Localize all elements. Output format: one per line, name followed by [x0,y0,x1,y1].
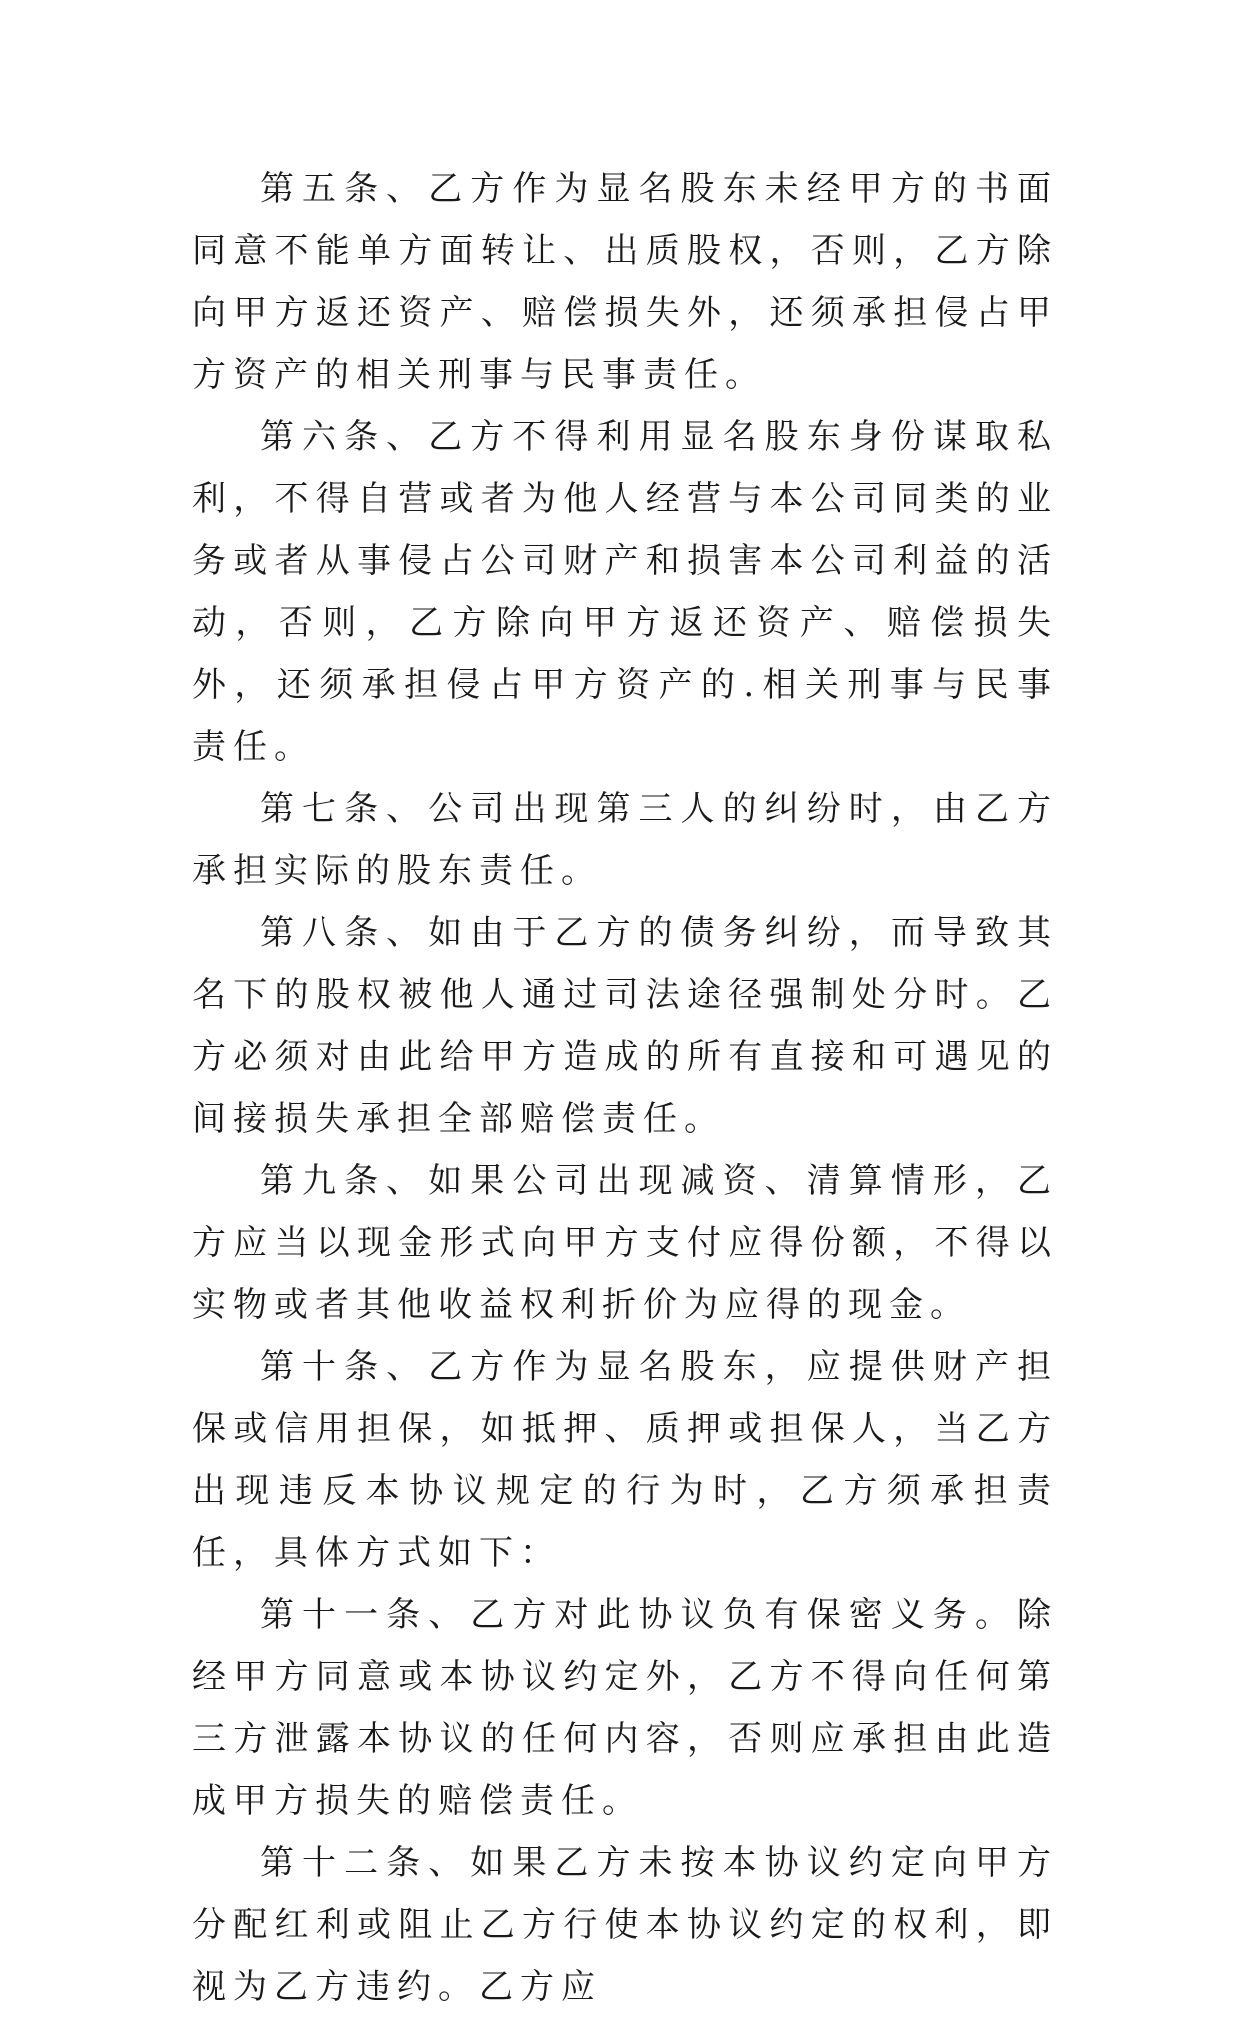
article-5-paragraph: 第五条、乙方作为显名股东未经甲方的书面同意不能单方面转让、出质股权，否则，乙方除向甲方返还资产、赔偿损失外，还须承担侵占甲方资产的相关刑事与民事责任。 [192,169,1058,395]
article-9-paragraph: 第九条、如果公司出现减资、清算情形，乙方应当以现金形式向甲方支付应得份额，不得以实物或者其他收益权利折价为应得的现金。 [192,1161,1058,1325]
article-6-paragraph: 第六条、乙方不得利用显名股东身份谋取私利，不得自营或者为他人经营与本公司同类的业务或者从事侵占公司财产和损害本公司利益的活动，否则，乙方除向甲方返还资产、赔偿损失外，还须承担侵占甲方资产的.相关刑事与民事责任。 [192,417,1058,767]
document-body [192,158,1058,2018]
article-12-paragraph: 第十二条、如果乙方未按本协议约定向甲方分配红利或阻止乙方行使本协议约定的权利，即视为乙方违约。乙方应 [192,1843,1058,2007]
article-10-paragraph: 第十条、乙方作为显名股东，应提供财产担保或信用担保，如抵押、质押或担保人，当乙方出现违反本协议规定的行为时，乙方须承担责任，具体方式如下： [192,1347,1058,1573]
article-7-paragraph: 第七条、公司出现第三人的纠纷时，由乙方承担实际的股东责任。 [192,789,1058,891]
article-8-paragraph: 第八条、如由于乙方的债务纠纷，而导致其名下的股权被他人通过司法途径强制处分时。乙方必须对由此给甲方造成的所有直接和可遇见的间接损失承担全部赔偿责任。 [192,913,1058,1139]
article-11-paragraph: 第十一条、乙方对此协议负有保密义务。除经甲方同意或本协议约定外，乙方不得向任何第三方泄露本协议的任何内容，否则应承担由此造成甲方损失的赔偿责任。 [192,1595,1058,1821]
